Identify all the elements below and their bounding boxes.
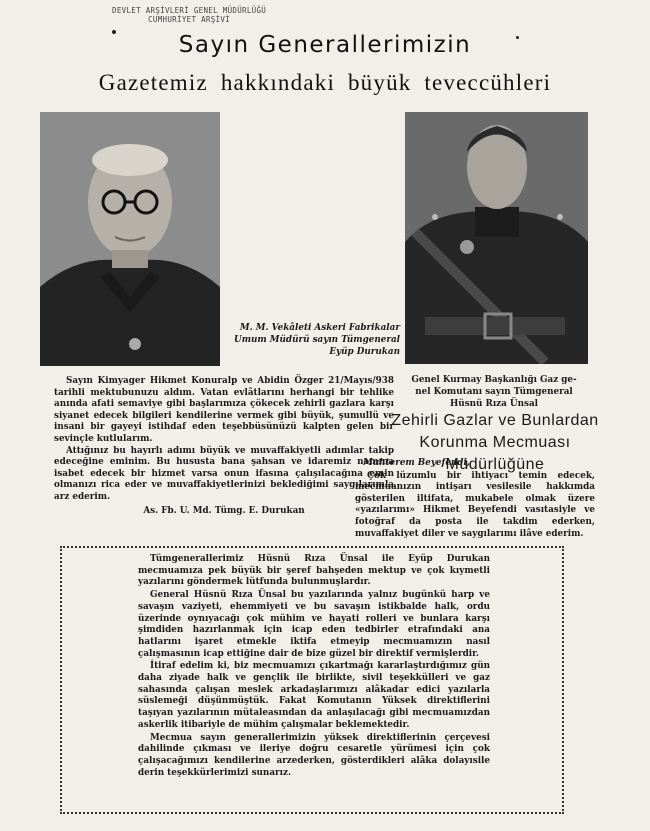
editorial-note [138,554,490,780]
letter-durukan [54,376,394,517]
letter-signature: As. Fb. U. Md. Tümg. E. Durukan [143,505,305,516]
caption-left [222,322,400,358]
letter-unsal [355,458,595,540]
letter-paragraph: Attığınız bu hayırlı adımı büyük ve muvaffakiyetli adımlar takip edeceğine eminim. Bu hususta bana şahsan ve idaremiz namına isabet edecek bir hizmet varsa onun ifasına çalışılacağına emin olmanızı rica eder ve muvaffakiyetlerinizi beklediğimi saygılarımla arz ederim. [54,445,394,502]
caption-right-line: Hüsnü Rıza Ünsal [450,399,538,409]
page-subtitle: Gazetemiz hakkındaki büyük teveccühleri [98,70,552,95]
caption-left-line: Eyüp Durukan [329,347,400,357]
editorial-paragraph: Tümgenerallerimiz Hüsnü Rıza Ünsal ile Eyüp Durukan mecmuamıza pek büyük bir şeref bahşeden mektup ve çok kıymetli yazılarını göndermek lütfunda bulunmuşlardır. [138,554,490,588]
portrait-right [405,112,588,364]
caption-right-line: Genel Kurmay Başkanlığı Gaz ge- [411,375,577,385]
letter-paragraph: Sayın Kimyager Hikmet Konuralp ve Abidin Özger 21/Mayıs/938 tarihli mektubunuzu aldım. Vatan evlâtlarını herhangi bir tehlike anında afati semaviye gibi başlarımıza çökecek zehirli gazlara karşı siyanet edecek bilgileri kendilerine vermek gibi büyük, şumullü ve insani bir gayeyi istihdaf eden teşebbüsünüzü kalpten gelen bir sevinçle kutlularım. [54,376,394,444]
portrait-left [40,112,220,366]
editorial-paragraph: İtiraf edelim ki, biz mecmuamızı çıkartmağı kararlaştırdığımız gün daha ziyade halk ve gençlik ile birlikte, sivil teşekkülleri ve gaz sahasında çalışan meslek arkadaşlarımızı alâkadar edici yazılarla süslemeği düşünmüştük. Fakat Komutanın Yüksek direktiflerini taşıyan yazılarının mütaleasından da anlaşılacağı gibi mecmuamızdan askerlik itibariyle de mühim çalışmalar beklemektedir. [138,661,490,730]
letter-salutation: Muhterem Beyefendi, [363,458,470,468]
editorial-paragraph: General Hüsnü Rıza Ünsal bu yazılarında yalnız bugünkü harp ve savaşın vaziyeti, ehemmiyeti ve bu savaşın istikbalde halk, ordu üzerinde oynıyacağı çok mühim ve hayati rolleri ve bunlara karşı şimdiden hazırlanmak için icap eden tedbirler etrafındaki ana hatlarını işaret etmekle iktifa etmeyip mecmuamızın nasıl çalışmasının icap ettiğine dair de bize güzel bir direktif vermişlerdir. [138,590,490,659]
archive-stamp [112,6,266,24]
caption-left-line: M. M. Vekâleti Askeri Fabrikalar [239,323,400,333]
letter-heading: Zehirli Gazlar ve Bunlardan Korunma Mecmuası Müdürlüğüne [391,412,599,473]
page-title: Sayın Generallerimizin [178,32,472,58]
archive-stamp-line1: DEVLET ARŞİVLERİ GENEL MÜDÜRLÜĞÜ [112,6,267,15]
caption-left-line: Umum Müdürü sayın Tümgeneral [234,335,400,345]
caption-right-line: nel Komutanı sayın Tümgeneral [415,387,573,397]
caption-right [400,374,588,410]
archive-stamp-line2: CUMHURİYET ARŞİVİ [148,15,230,24]
letter-paragraph: Çok lüzumlu bir ihtiyacı temin edecek, mecmuanızın intişarı vesilesile hakkımda gösterilen iltifata, mukabele olmak üzere «yazılarımı» Hikmet Beyefendi vasıtasiyle ve fotoğraf da posta ile takdim ederken, muvaffakiyet diler ve saygılarımı ilâve ederim. [355,470,595,539]
editorial-paragraph: Mecmua sayın generallerimizin yüksek direktiflerinin çerçevesi dahilinde çıkması ve ileriye doğru cesaretle yürümesi için çok çalışacağımızı kendilerine arzederken, gösterdikleri alâka dolayısile derin teşekkürlerimizi sunarız. [138,732,490,778]
